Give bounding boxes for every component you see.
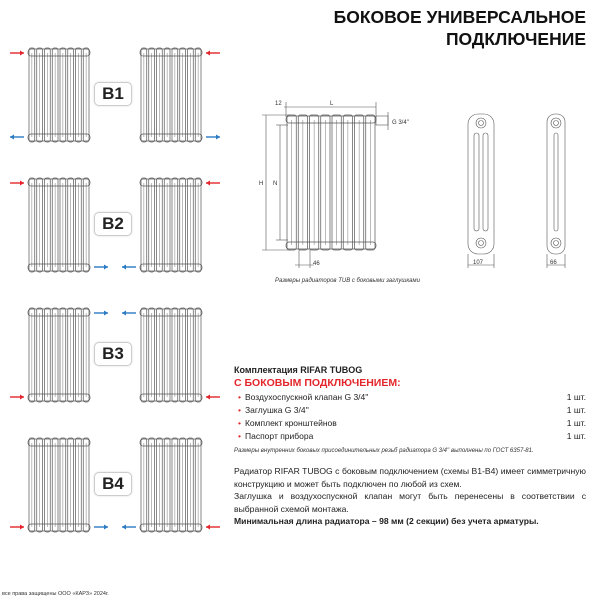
radiator-side-view-66 [547, 114, 565, 268]
return-arrow-icon [10, 135, 24, 140]
return-arrow-icon [94, 311, 108, 316]
radiator-right [122, 308, 220, 402]
supply-arrow-icon [10, 51, 24, 56]
supply-arrow-icon [206, 395, 220, 400]
dimension-drawing [250, 90, 600, 280]
dim-107: 107 [473, 260, 484, 266]
supply-arrow-icon [206, 51, 220, 56]
return-arrow-icon [122, 525, 136, 530]
supply-arrow-icon [206, 525, 220, 530]
radiator-right [122, 438, 220, 532]
dim-66: 66 [550, 260, 557, 266]
list-item: • Комплект кронштейнов 1 шт. [238, 418, 586, 428]
list-item: • Паспорт прибора 1 шт. [238, 431, 586, 441]
kit-subheading: С БОКОВЫМ ПОДКЛЮЧЕНИЕМ: [234, 377, 401, 389]
list-item: • Заглушка G 3/4'' 1 шт. [238, 405, 586, 415]
radiator-right [140, 48, 220, 142]
dim-thread: G 3/4'' [392, 120, 409, 126]
description-p1: Радиатор RIFAR TUBOG с боковым подключением (схемы В1-В4) имеет симметричную конструкцию и может быть подключен по любой из схем. [234, 466, 586, 489]
page-title [334, 6, 586, 50]
radiator-front-view [286, 115, 376, 250]
description-p2: Заглушка и воздухоспускной клапан могут быть перенесены в соответствии с выбранной схемой монтажа. [234, 491, 586, 514]
supply-arrow-icon [10, 525, 24, 530]
kit-heading: Комплектация RIFAR TUBOG [234, 365, 363, 375]
drawing-caption: Размеры радиаторов TUB с боковыми заглушками [275, 278, 420, 284]
dim-46: 46 [313, 261, 320, 267]
return-arrow-icon [206, 135, 220, 140]
radiator-right [122, 178, 220, 272]
description [234, 465, 586, 528]
dim-12: 12 [275, 101, 282, 107]
copyright: все права защищены ООО «КАРЗ» 2024г. [2, 591, 109, 597]
kit-list [234, 391, 586, 443]
scheme-label: B4 [94, 472, 132, 496]
return-arrow-icon [122, 311, 136, 316]
radiator-left [10, 48, 90, 142]
dim-N: N [273, 181, 278, 187]
return-arrow-icon [122, 265, 136, 270]
description-p3: Минимальная длина радиатора – 98 мм (2 секции) без учета арматуры. [234, 516, 539, 526]
supply-arrow-icon [206, 181, 220, 186]
scheme-label: B1 [94, 82, 132, 106]
dim-H: H [259, 181, 264, 187]
radiator-side-view-107 [468, 114, 494, 268]
return-arrow-icon [94, 265, 108, 270]
supply-arrow-icon [10, 395, 24, 400]
return-arrow-icon [94, 525, 108, 530]
scheme-label: B3 [94, 342, 132, 366]
kit-section [234, 365, 586, 454]
scheme-label: B2 [94, 212, 132, 236]
list-item: • Воздухоспускной клапан G 3/4'' 1 шт. [238, 392, 586, 402]
supply-arrow-icon [10, 181, 24, 186]
title-line-1: БОКОВОЕ УНИВЕРСАЛЬНОЕ [333, 7, 586, 27]
dim-L: L [330, 101, 334, 107]
title-line-2: ПОДКЛЮЧЕНИЕ [445, 29, 586, 49]
kit-note: Размеры внутренних боковых присоединительных резьб радиатора G 3/4'' выполнены по ГОСТ 6357-81. [234, 448, 534, 454]
